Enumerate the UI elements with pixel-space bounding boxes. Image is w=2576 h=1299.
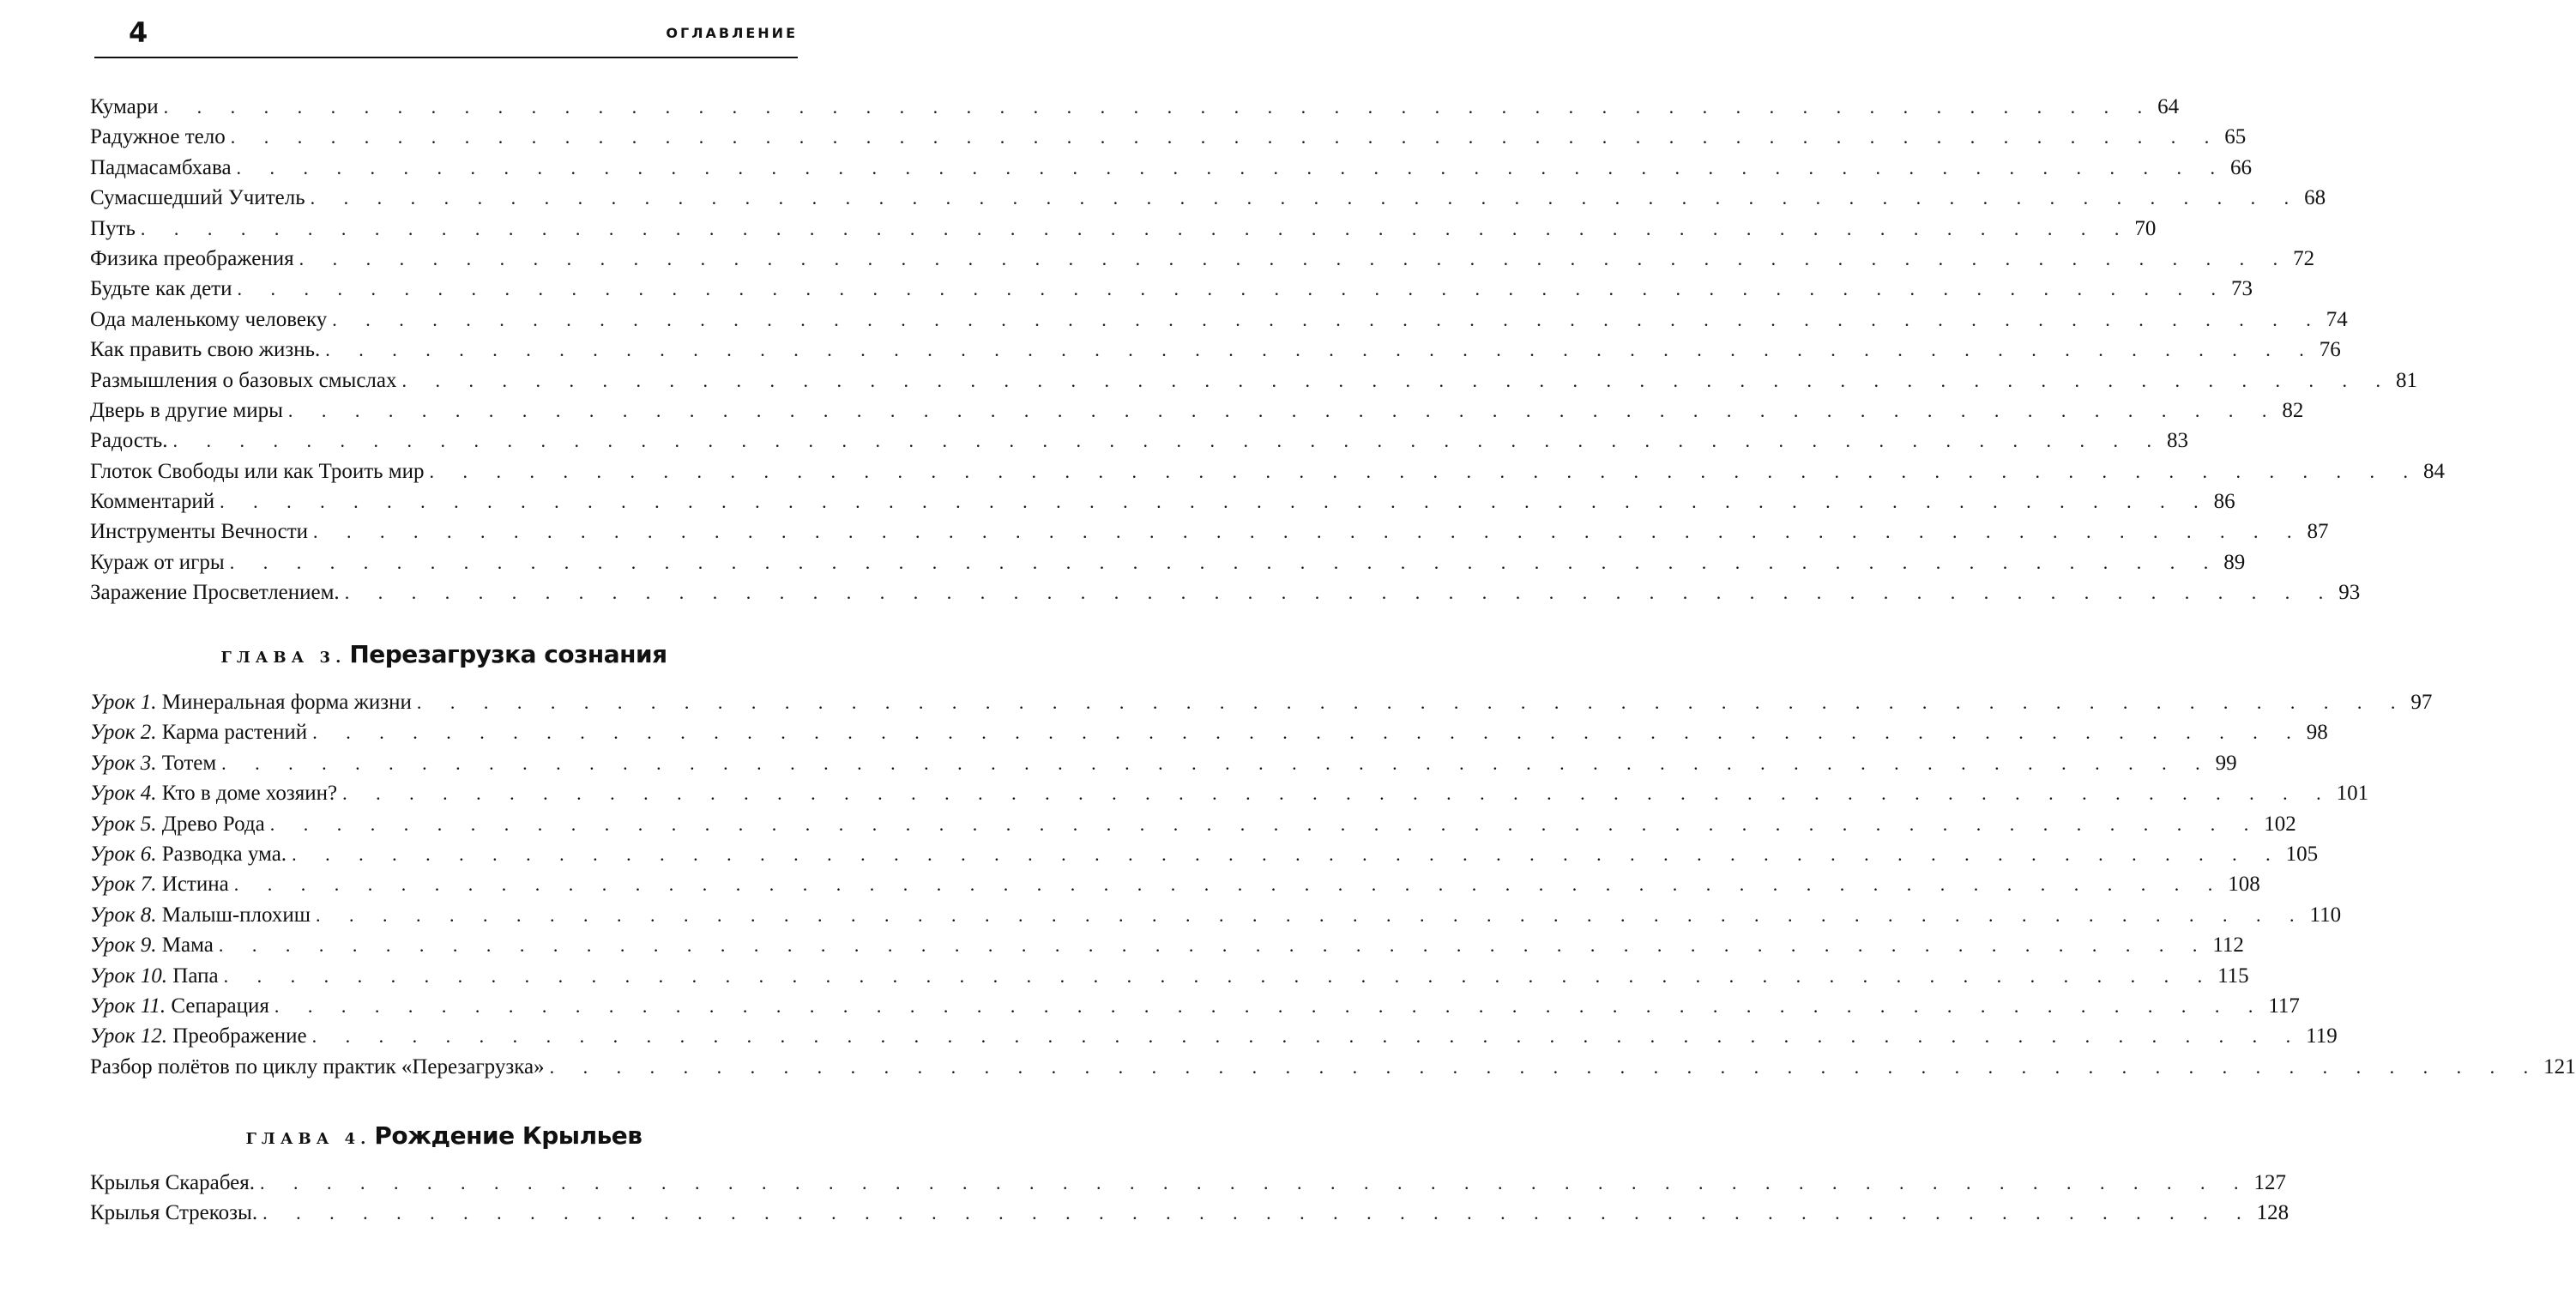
toc-entry-page: 127 — [2253, 1171, 2286, 1194]
toc-entry-title — [90, 930, 219, 960]
toc-entry-page: 121 — [2543, 1054, 2576, 1078]
toc-entry-page: 84 — [2423, 459, 2446, 483]
dot-leader: . . . . . . . . . . . . . . . . . . . . . . . . . . . . . . . . . . . . . . . . . . . . . . . . . . . . . . . . . . . . — [312, 722, 2303, 744]
entry-title-text: Кумари — [90, 95, 159, 118]
toc-entry[interactable] — [90, 1198, 2289, 1228]
dot-leader: . . . . . . . . . . . . . . . . . . . . . . . . . . . . . . . . . . . . . . . . . . . . . . . . . . . . . . . . . . . . — [223, 964, 2215, 987]
entry-title-text: Сепарация — [171, 994, 269, 1018]
dot-leader: . . . . . . . . . . . . . . . . . . . . . . . . . . . . . . . . . . . . . . . . . . . . . . . . . . . . . . . . . . . . — [236, 156, 2228, 178]
toc-entry[interactable] — [90, 1168, 2286, 1198]
dot-leader: . . . . . . . . . . . . . . . . . . . . . . . . . . . . . . . . . . . . . . . . . . . . . . . . . . . . . . . . . . . . — [237, 278, 2228, 300]
chapter-3-label: ГЛАВА 3. — [220, 649, 347, 667]
toc-entry-title — [90, 92, 164, 122]
toc-entry-title — [90, 687, 417, 717]
toc-entry-page: 101 — [2336, 782, 2369, 806]
toc-entry-title — [90, 305, 332, 335]
toc-entry-page: 70 — [2134, 216, 2157, 240]
toc-entry[interactable] — [90, 839, 2319, 869]
toc-entry-page: 115 — [2217, 964, 2249, 988]
dot-leader: . . . . . . . . . . . . . . . . . . . . . . . . . . . . . . . . . . . . . . . . . . . . . . . . . . . . . . . . . . . . — [316, 903, 2307, 926]
toc-entry-title — [90, 900, 316, 930]
toc-entry-page: 76 — [2319, 338, 2341, 362]
toc-entry-page: 110 — [2309, 903, 2342, 927]
dot-leader: . . . . . . . . . . . . . . . . . . . . . . . . . . . . . . . . . . . . . . . . . . . . . . . . . . . . . . . . . . . . — [259, 1172, 2251, 1193]
toc-entry[interactable] — [90, 183, 2326, 213]
entry-title-text: Карма растений — [161, 721, 308, 745]
entry-title-text: Инструменты Вечности — [90, 520, 308, 544]
toc-entry-page: 65 — [2224, 125, 2247, 149]
toc-entry[interactable] — [90, 1052, 2576, 1082]
table-of-contents — [90, 0, 2576, 1299]
dot-leader: . . . . . . . . . . . . . . . . . . . . . . . . . . . . . . . . . . . . . . . . . . . . . . . . . . . . . . . . . . . . — [292, 843, 2283, 865]
dot-leader: . . . . . . . . . . . . . . . . . . . . . . . . . . . . . . . . . . . . . . . . . . . . . . . . . . . . . . . . . . . . — [342, 782, 2333, 805]
dot-leader: . . . . . . . . . . . . . . . . . . . . . . . . . . . . . . . . . . . . . . . . . . . . . . . . . . . . . . . . . . . . — [140, 217, 2132, 239]
toc-entry-page: 97 — [2410, 691, 2433, 714]
toc-section-chapter-2-continued — [90, 92, 2446, 608]
dot-leader: . . . . . . . . . . . . . . . . . . . . . . . . . . . . . . . . . . . . . . . . . . . . . . . . . . . . . . . . . . . . — [429, 460, 2421, 482]
toc-entry[interactable] — [90, 748, 2237, 778]
toc-entry-title — [90, 778, 342, 808]
toc-entry[interactable] — [90, 456, 2446, 486]
dot-leader: . . . . . . . . . . . . . . . . . . . . . . . . . . . . . . . . . . . . . . . . . . . . . . . . . . . . . . . . . . . . — [313, 521, 2304, 543]
chapter-3-title: Перезагрузка сознания — [349, 640, 667, 668]
lesson-number: Урок 9. — [90, 933, 157, 958]
entry-title-text: Как править свою жизнь. — [90, 338, 321, 362]
toc-section-chapter-4 — [90, 1168, 2289, 1229]
toc-entry-title — [90, 1198, 262, 1228]
toc-entry[interactable] — [90, 961, 2249, 991]
entry-title-text: Падмасамбхава — [90, 155, 232, 179]
chapter-4-title: Рождение Крыльев — [374, 1121, 642, 1150]
entry-title-text: Древо Рода — [161, 812, 265, 836]
toc-entry-title — [90, 839, 292, 869]
entry-title-text: Дверь в другие миры — [90, 398, 283, 422]
toc-entry-page: 89 — [2223, 550, 2246, 574]
toc-entry[interactable] — [90, 547, 2246, 577]
toc-entry-title — [90, 517, 313, 547]
lesson-number: Урок 7. — [90, 873, 157, 897]
entry-title-text: Мама — [161, 933, 214, 958]
toc-entry-page: 74 — [2326, 307, 2348, 331]
toc-entry[interactable] — [90, 1021, 2338, 1051]
entry-title-text: Минеральная форма жизни — [161, 691, 412, 714]
entry-title-text: Разводка ума. — [161, 842, 287, 866]
dot-leader: . . . . . . . . . . . . . . . . . . . . . . . . . . . . . . . . . . . . . . . . . . . . . . . . . . . . . . . . . . . . — [325, 339, 2316, 361]
dot-leader: . . . . . . . . . . . . . . . . . . . . . . . . . . . . . . . . . . . . . . . . . . . . . . . . . . . . . . . . . . . . — [287, 399, 2279, 421]
toc-entry-page: 81 — [2396, 368, 2417, 392]
dot-leader: . . . . . . . . . . . . . . . . . . . . . . . . . . . . . . . . . . . . . . . . . . . . . . . . . . . . . . . . . . . . — [262, 1202, 2253, 1224]
toc-entry-title — [90, 214, 141, 244]
toc-entry-title — [90, 991, 274, 1021]
dot-leader: . . . . . . . . . . . . . . . . . . . . . . . . . . . . . . . . . . . . . . . . . . . . . . . . . . . . . . . . . . . . — [549, 1055, 2541, 1078]
toc-entry[interactable] — [90, 486, 2235, 517]
entry-title-text: Радость. — [90, 429, 168, 453]
dot-leader: . . . . . . . . . . . . . . . . . . . . . . . . . . . . . . . . . . . . . . . . . . . . . . . . . . . . . . . . . . . . — [230, 126, 2222, 148]
entry-title-text: Путь — [90, 216, 136, 240]
toc-entry-title — [90, 486, 220, 517]
toc-entry-page: 93 — [2338, 581, 2361, 605]
toc-entry[interactable] — [90, 426, 2189, 456]
entry-title-text: Преображение — [172, 1024, 307, 1048]
toc-entry[interactable] — [90, 92, 2180, 122]
toc-entry[interactable] — [90, 687, 2433, 717]
toc-entry-page: 66 — [2230, 155, 2253, 179]
toc-entry[interactable] — [90, 778, 2369, 808]
toc-entry-page: 68 — [2304, 186, 2326, 210]
entry-title-text: Глоток Свободы или как Троить мир — [90, 459, 425, 483]
entry-title-text: Тотем — [161, 751, 217, 775]
toc-entry-page: 108 — [2228, 873, 2260, 897]
running-head: ОГЛАВЛЕНИЕ — [666, 25, 798, 41]
toc-entry-page: 99 — [2215, 751, 2237, 775]
toc-entry[interactable] — [90, 214, 2157, 244]
entry-title-text: Комментарий — [90, 490, 215, 514]
toc-entry[interactable] — [90, 396, 2304, 426]
lesson-number: Урок 5. — [90, 812, 157, 836]
toc-entry-page: 105 — [2285, 842, 2319, 866]
toc-entry-page: 128 — [2256, 1201, 2289, 1225]
toc-entry[interactable] — [90, 991, 2300, 1021]
toc-entry-title — [90, 335, 325, 365]
entry-title-text: Сумасшедший Учитель — [90, 186, 305, 210]
entry-title-text: Папа — [172, 964, 219, 988]
dot-leader: . . . . . . . . . . . . . . . . . . . . . . . . . . . . . . . . . . . . . . . . . . . . . . . . . . . . . . . . . . . . — [299, 247, 2290, 269]
page-number: 4 — [129, 16, 148, 49]
entry-title-text: Заражение Просветлением. — [90, 581, 340, 605]
toc-entry-page: 86 — [2213, 490, 2235, 514]
toc-entry-title — [90, 577, 345, 607]
toc-entry-page: 64 — [2157, 95, 2180, 118]
toc-entry[interactable] — [90, 122, 2247, 152]
toc-entry[interactable] — [90, 244, 2315, 274]
dot-leader: . . . . . . . . . . . . . . . . . . . . . . . . . . . . . . . . . . . . . . . . . . . . . . . . . . . . . . . . . . . . — [163, 96, 2155, 118]
toc-entry-title — [90, 717, 312, 747]
dot-leader: . . . . . . . . . . . . . . . . . . . . . . . . . . . . . . . . . . . . . . . . . . . . . . . . . . . . . . . . . . . . — [332, 308, 2323, 330]
toc-entry[interactable] — [90, 717, 2328, 747]
dot-leader: . . . . . . . . . . . . . . . . . . . . . . . . . . . . . . . . . . . . . . . . . . . . . . . . . . . . . . . . . . . . — [269, 813, 2261, 835]
entry-title-text: Кто в доме хозяин? — [161, 782, 338, 806]
toc-section-chapter-3 — [90, 687, 2576, 1082]
lesson-number: Урок 6. — [90, 842, 157, 866]
entry-title-text: Кураж от игры — [90, 550, 225, 574]
toc-entry[interactable] — [90, 305, 2348, 335]
toc-entry-title — [90, 1021, 312, 1051]
toc-entry-page: 72 — [2293, 246, 2315, 270]
entry-title-text: Размышления о базовых смыслах — [90, 368, 397, 392]
dot-leader: . . . . . . . . . . . . . . . . . . . . . . . . . . . . . . . . . . . . . . . . . . . . . . . . . . . . . . . . . . . . — [221, 752, 2212, 774]
toc-entry-title — [90, 547, 230, 577]
toc-entry[interactable] — [90, 274, 2253, 304]
entry-title-text: Крылья Стрекозы. — [90, 1201, 258, 1225]
toc-entry-title — [90, 748, 221, 778]
dot-leader: . . . . . . . . . . . . . . . . . . . . . . . . . . . . . . . . . . . . . . . . . . . . . . . . . . . . . . . . . . . . — [401, 369, 2392, 391]
lesson-number: Урок 12. — [90, 1024, 168, 1048]
entry-title-text: Будьте как дети — [90, 277, 232, 301]
toc-entry-title — [90, 244, 299, 274]
toc-entry-page: 98 — [2306, 721, 2328, 745]
toc-entry-page: 102 — [2264, 812, 2296, 836]
chapter-3-heading — [90, 640, 798, 668]
lesson-number: Урок 10. — [90, 964, 168, 988]
entry-title-text: Разбор полётов по циклу практик «Перезагрузка» — [90, 1054, 545, 1078]
toc-entry-title — [90, 396, 288, 426]
entry-title-text: Радужное тело — [90, 125, 226, 149]
dot-leader: . . . . . . . . . . . . . . . . . . . . . . . . . . . . . . . . . . . . . . . . . . . . . . . . . . . . . . . . . . . . — [229, 551, 2221, 573]
toc-entry-page: 82 — [2282, 398, 2304, 422]
toc-entry[interactable] — [90, 577, 2361, 607]
dot-leader: . . . . . . . . . . . . . . . . . . . . . . . . . . . . . . . . . . . . . . . . . . . . . . . . . . . . . . . . . . . . — [274, 994, 2265, 1017]
dot-leader: . . . . . . . . . . . . . . . . . . . . . . . . . . . . . . . . . . . . . . . . . . . . . . . . . . . . . . . . . . . . — [220, 491, 2211, 513]
toc-entry[interactable] — [90, 869, 2260, 899]
toc-entry-page: 119 — [2306, 1024, 2338, 1048]
toc-entry[interactable] — [90, 335, 2341, 365]
dot-leader: . . . . . . . . . . . . . . . . . . . . . . . . . . . . . . . . . . . . . . . . . . . . . . . . . . . . . . . . . . . . — [344, 582, 2336, 604]
toc-entry-page: 83 — [2167, 429, 2189, 453]
dot-leader: . . . . . . . . . . . . . . . . . . . . . . . . . . . . . . . . . . . . . . . . . . . . . . . . . . . . . . . . . . . . — [233, 873, 2225, 896]
lesson-number: Урок 4. — [90, 782, 157, 806]
entry-title-text: Крылья Скарабея. — [90, 1171, 255, 1194]
toc-entry-title — [90, 809, 270, 839]
dot-leader: . . . . . . . . . . . . . . . . . . . . . . . . . . . . . . . . . . . . . . . . . . . . . . . . . . . . . . . . . . . . — [172, 430, 2164, 452]
toc-entry-title — [90, 961, 224, 991]
toc-entry-page: 117 — [2268, 994, 2300, 1018]
entry-title-text: Физика преображения — [90, 246, 294, 270]
toc-entry-title — [90, 1168, 260, 1198]
lesson-number: Урок 1. — [90, 691, 157, 714]
dot-leader: . . . . . . . . . . . . . . . . . . . . . . . . . . . . . . . . . . . . . . . . . . . . . . . . . . . . . . . . . . . . — [310, 187, 2302, 209]
toc-entry[interactable] — [90, 366, 2417, 396]
dot-leader: . . . . . . . . . . . . . . . . . . . . . . . . . . . . . . . . . . . . . . . . . . . . . . . . . . . . . . . . . . . . — [218, 934, 2210, 957]
chapter-4-heading — [90, 1121, 798, 1150]
toc-entry-title — [90, 456, 430, 486]
toc-entry-title — [90, 366, 402, 396]
lesson-number: Урок 2. — [90, 721, 157, 745]
toc-entry-title — [90, 183, 311, 213]
dot-leader: . . . . . . . . . . . . . . . . . . . . . . . . . . . . . . . . . . . . . . . . . . . . . . . . . . . . . . . . . . . . — [416, 692, 2408, 713]
toc-entry[interactable] — [90, 809, 2296, 839]
toc-entry-page: 73 — [2230, 277, 2253, 301]
toc-entry[interactable] — [90, 153, 2253, 183]
toc-entry-title — [90, 274, 237, 304]
entry-title-text: Ода маленькому человеку — [90, 307, 328, 331]
toc-entry-title — [90, 869, 234, 899]
lesson-number: Урок 11. — [90, 994, 166, 1018]
chapter-4-label: ГЛАВА 4. — [245, 1130, 371, 1148]
lesson-number: Урок 8. — [90, 903, 157, 927]
entry-title-text: Малыш-плохиш — [161, 903, 311, 927]
toc-entry[interactable] — [90, 930, 2244, 960]
dot-leader: . . . . . . . . . . . . . . . . . . . . . . . . . . . . . . . . . . . . . . . . . . . . . . . . . . . . . . . . . . . . — [311, 1025, 2303, 1048]
toc-entry-title — [90, 1052, 550, 1082]
toc-entry[interactable] — [90, 517, 2329, 547]
toc-entry[interactable] — [90, 900, 2342, 930]
toc-entry-page: 87 — [2307, 520, 2329, 544]
entry-title-text: Истина — [161, 873, 229, 897]
lesson-number: Урок 3. — [90, 751, 157, 775]
toc-entry-title — [90, 153, 237, 183]
toc-entry-title — [90, 122, 231, 152]
toc-entry-title — [90, 426, 173, 456]
toc-entry-page: 112 — [2212, 933, 2244, 958]
